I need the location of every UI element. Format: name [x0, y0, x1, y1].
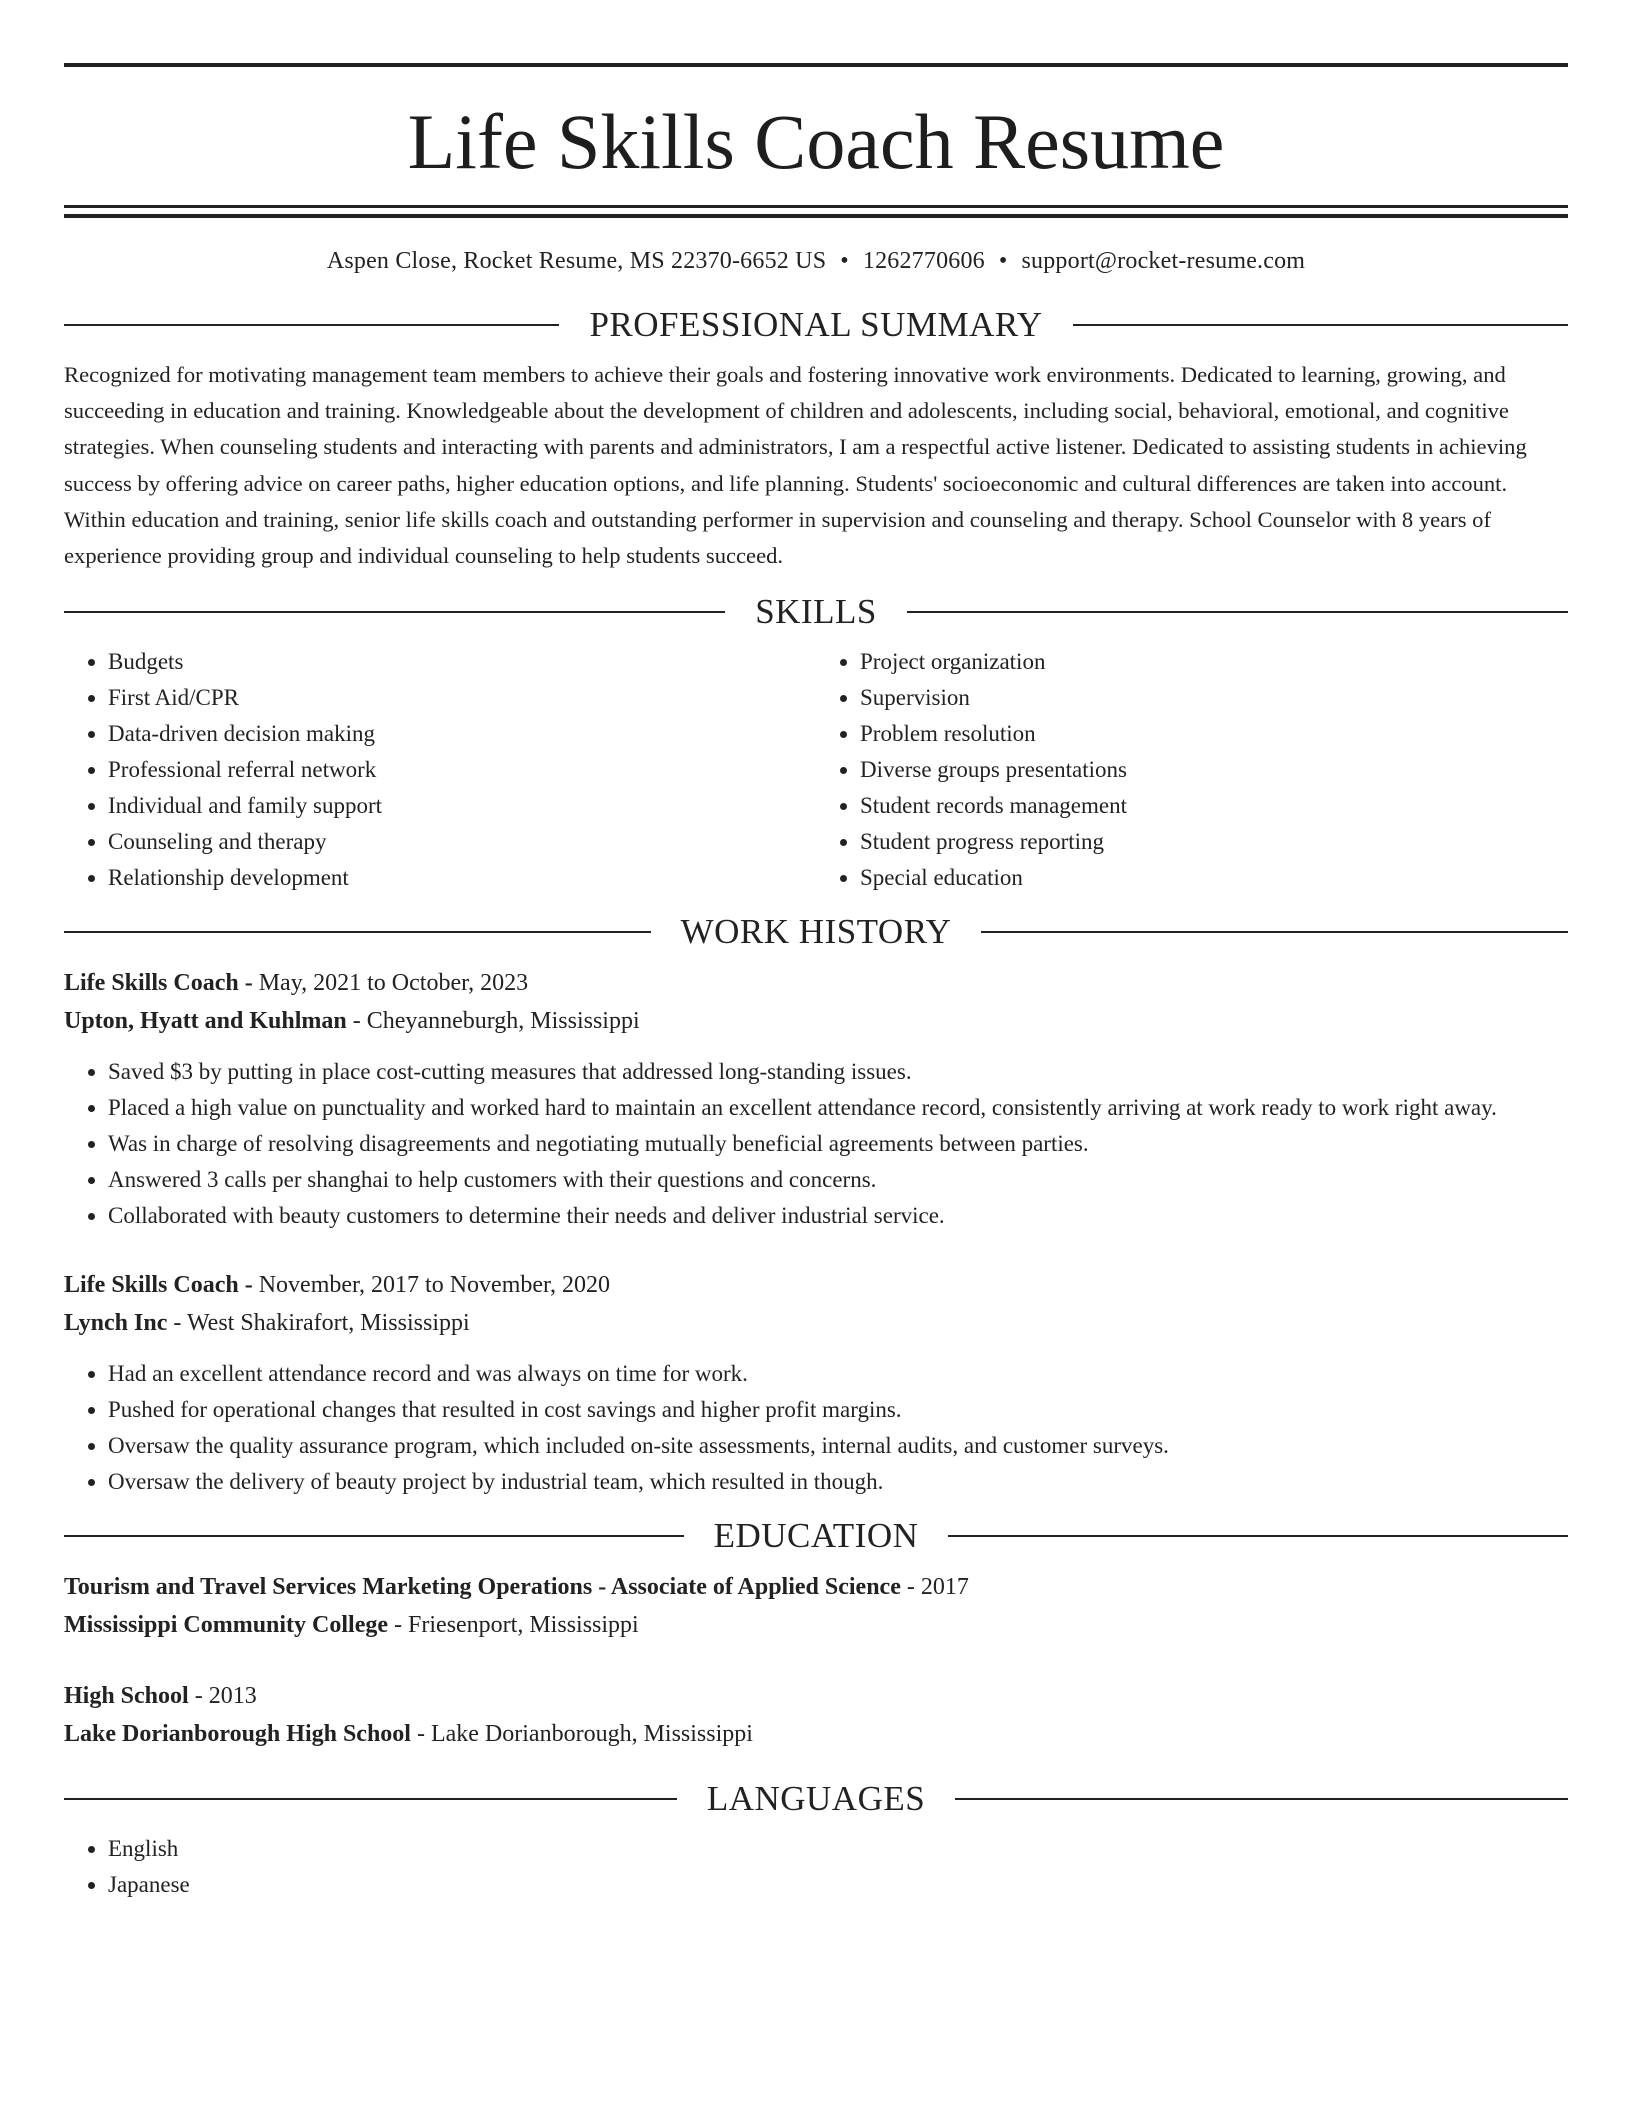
skills-list-left	[64, 644, 816, 896]
skill-item: • Relationship development	[108, 860, 816, 896]
contact-address: Aspen Close, Rocket Resume, MS 22370-6652 US	[326, 248, 827, 274]
skill-item: • Professional referral network	[108, 752, 816, 788]
skill-item: • Problem resolution	[860, 716, 1568, 752]
skills-list-right	[816, 644, 1568, 896]
heading-rule-right	[955, 1798, 1568, 1800]
education-school-line	[64, 1715, 1568, 1753]
education-location: Lake Dorianborough, Mississippi	[430, 1721, 753, 1748]
skill-item: • Student records management	[860, 788, 1568, 824]
dash: -	[238, 970, 259, 997]
job-bullet: • Collaborated with beauty customers to determine their needs and deliver industrial service.	[108, 1198, 1568, 1234]
job-location: Cheyanneburgh, Mississippi	[366, 1008, 640, 1035]
job-bullet: • Was in charge of resolving disagreements and negotiating mutually beneficial agreements between parties.	[108, 1126, 1568, 1162]
top-rule	[64, 63, 1568, 67]
contact-email: support@rocket-resume.com	[1021, 248, 1306, 274]
skill-item: • First Aid/CPR	[108, 680, 816, 716]
job-company-line	[64, 1002, 1568, 1040]
dash: -	[388, 1612, 409, 1639]
job-title-line	[64, 1266, 1568, 1304]
heading-rule-left	[64, 324, 559, 326]
job-entry	[64, 964, 1568, 1234]
job-bullet: • Answered 3 calls per shanghai to help customers with their questions and concerns.	[108, 1162, 1568, 1198]
job-entry	[64, 1266, 1568, 1500]
heading-rule-left	[64, 1798, 677, 1800]
languages-heading	[64, 1779, 1568, 1819]
education-school: Mississippi Community College	[64, 1612, 389, 1639]
language-item: • Japanese	[108, 1867, 1568, 1903]
heading-rule-right	[907, 611, 1568, 613]
job-title-line	[64, 964, 1568, 1002]
job-title: Life Skills Coach	[64, 1272, 239, 1299]
job-company: Lynch Inc	[64, 1310, 168, 1337]
job-bullet: • Oversaw the quality assurance program, which included on-site assessments, internal audits, and customer surveys.	[108, 1428, 1568, 1464]
job-title: Life Skills Coach	[64, 970, 239, 997]
resume-page	[64, 0, 1568, 1903]
summary-heading	[64, 305, 1568, 345]
job-bullet: • Had an excellent attendance record and was always on time for work.	[108, 1356, 1568, 1392]
education-degree: High School	[64, 1683, 189, 1710]
education-location: Friesenport, Mississippi	[408, 1612, 639, 1639]
education-degree-line	[64, 1677, 1568, 1715]
contact-line	[64, 248, 1568, 275]
resume-title: Life Skills Coach Resume	[407, 98, 1225, 185]
education-year: 2013	[208, 1683, 257, 1710]
skill-item: • Budgets	[108, 644, 816, 680]
heading-rule-left	[64, 1535, 684, 1537]
heading-rule-right	[981, 931, 1568, 933]
languages-list	[64, 1831, 1568, 1903]
heading-rule-right	[1073, 324, 1568, 326]
job-company-line	[64, 1304, 1568, 1342]
title-double-rule	[64, 205, 1568, 218]
education-entry	[64, 1568, 1568, 1644]
job-dates: May, 2021 to October, 2023	[258, 970, 529, 997]
language-item: • English	[108, 1831, 1568, 1867]
summary-text: Recognized for motivating management team members to achieve their goals and fostering innovative work environments. Dedicated to learning, growing, and succeeding in education and training. Knowledgeable about the development of children and adolescents, including social, behavioral, emotional, and cognitive strategies. When counseling students and interacting with parents and administrators, I am a respectful active listener. Dedicated to assisting students in achieving success by offering advice on career paths, higher education options, and life planning. Students' socioeconomic and cultural differences are taken into account. Within education and training, senior life skills coach and outstanding performer in supervision and counseling and therapy. School Counselor with 8 years of experience providing group and individual counseling to help students succeed.	[64, 362, 1527, 569]
skill-item: • Data-driven decision making	[108, 716, 816, 752]
dash: -	[410, 1721, 431, 1748]
education-entry	[64, 1677, 1568, 1753]
job-dates: November, 2017 to November, 2020	[258, 1272, 611, 1299]
heading-rule-left	[64, 611, 725, 613]
contact-phone: 1262770606	[862, 248, 985, 274]
job-bullet: • Saved $3 by putting in place cost-cutting measures that addressed long-standing issues.	[108, 1054, 1568, 1090]
dash: -	[188, 1683, 209, 1710]
heading-rule-left	[64, 931, 651, 933]
job-location: West Shakirafort, Mississippi	[186, 1310, 470, 1337]
job-bullet: • Placed a high value on punctuality and worked hard to maintain an excellent attendance record, consistently arriving at work ready to work right away.	[108, 1090, 1568, 1126]
contact-separator: •	[840, 248, 849, 274]
summary-heading-label: PROFESSIONAL SUMMARY	[589, 305, 1043, 344]
skills-heading	[64, 592, 1568, 632]
education-degree: Tourism and Travel Services Marketing Operations - Associate of Applied Science	[64, 1574, 901, 1601]
job-company: Upton, Hyatt and Kuhlman	[64, 1008, 347, 1035]
work-heading-label: WORK HISTORY	[680, 912, 952, 952]
education-school-line	[64, 1606, 1568, 1644]
job-bullet: • Oversaw the delivery of beauty project by industrial team, which resulted in though.	[108, 1464, 1568, 1500]
work-heading	[64, 912, 1568, 952]
skill-item: • Project organization	[860, 644, 1568, 680]
skill-item: • Student progress reporting	[860, 824, 1568, 860]
contact-separator: •	[998, 248, 1008, 274]
skill-item: • Individual and family support	[108, 788, 816, 824]
skill-item: • Diverse groups presentations	[860, 752, 1568, 788]
dash: -	[167, 1310, 187, 1337]
heading-rule-right	[948, 1535, 1568, 1537]
job-bullets	[64, 1356, 1568, 1500]
education-school: Lake Dorianborough High School	[64, 1721, 411, 1748]
education-heading	[64, 1516, 1568, 1556]
skills-heading-label: SKILLS	[755, 592, 877, 632]
dash: -	[900, 1574, 921, 1601]
job-bullet: • Pushed for operational changes that resulted in cost savings and higher profit margins.	[108, 1392, 1568, 1428]
dash: -	[346, 1008, 367, 1035]
education-heading-label: EDUCATION	[713, 1516, 919, 1556]
education-year: 2017	[920, 1574, 969, 1601]
dash: -	[238, 1272, 259, 1299]
languages-heading-label: LANGUAGES	[706, 1779, 926, 1819]
skills-grid	[64, 644, 1568, 896]
skill-item: • Special education	[860, 860, 1568, 896]
education-degree-line	[64, 1568, 1568, 1606]
skill-item: • Counseling and therapy	[108, 824, 816, 860]
skill-item: • Supervision	[860, 680, 1568, 716]
job-bullets	[64, 1054, 1568, 1234]
